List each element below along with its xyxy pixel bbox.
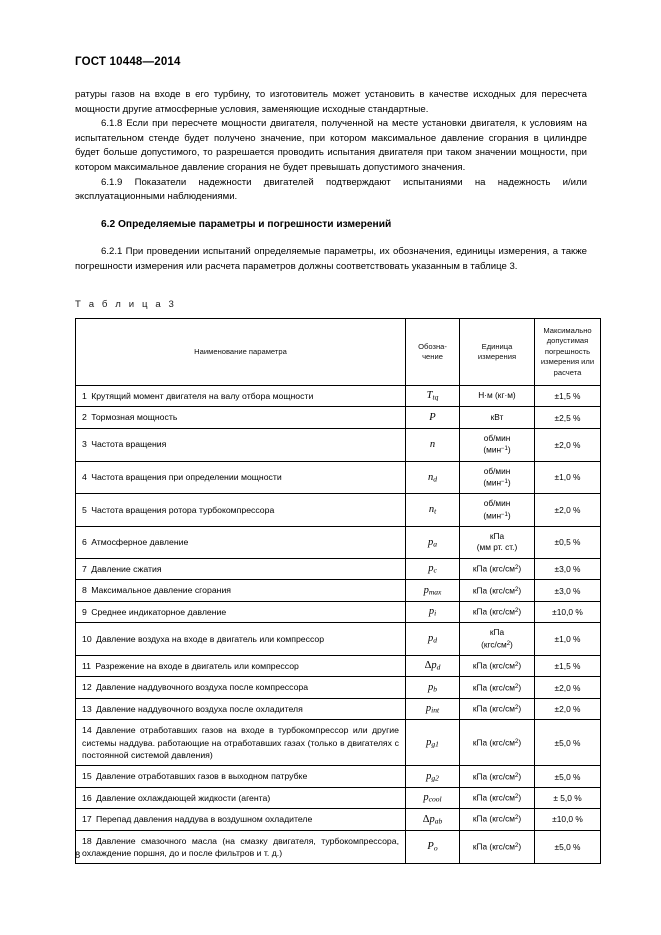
column-header-symbol-line1: Обозна- bbox=[418, 341, 447, 351]
cell-symbol: $P_o$ bbox=[406, 830, 460, 864]
table-row bbox=[76, 830, 601, 864]
cell-unit: кПа $(кгс/см^2)$ bbox=[460, 830, 535, 864]
cell-parameter-name: 14 Давление отработавших газов на входе в турбокомпрессор или другие системы наддува. работающие на отработавших газах (только в двигателях с постоянной системой давления) bbox=[76, 720, 406, 766]
cell-max-error: ±2,0 % bbox=[535, 698, 601, 719]
cell-max-error: ±1,5 % bbox=[535, 655, 601, 676]
cell-unit: об/мин (мин$^{-1}$) bbox=[460, 428, 535, 461]
column-header-symbol bbox=[406, 319, 460, 386]
cell-symbol: $p_{max}$ bbox=[406, 580, 460, 601]
column-header-error-line4: измерения или bbox=[540, 357, 595, 367]
section-heading-6-2: 6.2 Определяемые параметры и погрешности измерений bbox=[101, 218, 392, 230]
cell-parameter-name: 1 Крутящий момент двигателя на валу отбора мощности bbox=[76, 386, 406, 407]
column-header-max-error bbox=[535, 319, 601, 386]
table-row bbox=[76, 559, 601, 580]
paragraph-6-2-1: 6.2.1 При проведении испытаний определяемые параметры, их обозначения, единицы измерения, а также погрешности измерения или расчета параметров должны соответствовать указанным в таблице 3. bbox=[75, 246, 587, 272]
cell-parameter-name: 2 Тормозная мощность bbox=[76, 407, 406, 428]
cell-symbol: $p_b$ bbox=[406, 677, 460, 698]
cell-max-error: ±2,5 % bbox=[535, 407, 601, 428]
paragraph-6-1-9: 6.1.9 Показатели надежности двигателей подтверждают испытаниями на надежность и/или эксплуатационными наблюдениями. bbox=[75, 176, 587, 203]
cell-max-error: ±3,0 % bbox=[535, 580, 601, 601]
cell-symbol: $n_t$ bbox=[406, 494, 460, 527]
cell-max-error: ±1,0 % bbox=[535, 623, 601, 656]
table-body bbox=[76, 386, 601, 864]
table-row bbox=[76, 580, 601, 601]
cell-parameter-name: 4 Частота вращения при определении мощности bbox=[76, 461, 406, 494]
cell-parameter-name: 9 Среднее индикаторное давление bbox=[76, 601, 406, 622]
cell-unit: кПа $(кгс/см^2)$ bbox=[460, 623, 535, 656]
cell-symbol: $T_{tq}$ bbox=[406, 386, 460, 407]
column-header-unit-line2: измерения bbox=[477, 352, 517, 361]
column-header-unit-line1: Единица bbox=[481, 341, 513, 351]
parameters-table bbox=[75, 318, 601, 864]
cell-unit: кПа $(кгс/см^2)$ bbox=[460, 698, 535, 719]
column-header-error-line5: расчета bbox=[553, 367, 582, 377]
cell-symbol: $p_{cool}$ bbox=[406, 787, 460, 808]
cell-symbol: $p_c$ bbox=[406, 559, 460, 580]
cell-max-error: ±2,0 % bbox=[535, 494, 601, 527]
cell-symbol: $p_d$ bbox=[406, 623, 460, 656]
table-row bbox=[76, 720, 601, 766]
cell-unit: кВт bbox=[460, 407, 535, 428]
cell-parameter-name: 18 Давление смазочного масла (на смазку двигателя, турбокомпрессора, охлаждение поршня, до и после фильтров и т. д.) bbox=[76, 830, 406, 864]
table-header-row bbox=[76, 319, 601, 386]
cell-unit: кПа $(кгс/см^2)$ bbox=[460, 559, 535, 580]
cell-max-error: ±3,0 % bbox=[535, 559, 601, 580]
table-row bbox=[76, 698, 601, 719]
table-row bbox=[76, 677, 601, 698]
column-header-error-line3: погрешность bbox=[544, 346, 591, 356]
cell-max-error: ±5,0 % bbox=[535, 830, 601, 864]
cell-unit: кПа $(кгс/см^2)$ bbox=[460, 580, 535, 601]
column-header-unit bbox=[460, 319, 535, 386]
cell-parameter-name: 11 Разрежение на входе в двигатель или компрессор bbox=[76, 655, 406, 676]
cell-max-error: ±2,0 % bbox=[535, 677, 601, 698]
cell-unit: об/мин (мин$^{-1}$) bbox=[460, 461, 535, 494]
cell-symbol: $p_{g1}$ bbox=[406, 720, 460, 766]
table-row bbox=[76, 766, 601, 787]
cell-parameter-name: 3 Частота вращения bbox=[76, 428, 406, 461]
cell-parameter-name: 8 Максимальное давление сгорания bbox=[76, 580, 406, 601]
table-row bbox=[76, 386, 601, 407]
table-row bbox=[76, 601, 601, 622]
cell-symbol: $p_i$ bbox=[406, 601, 460, 622]
table-row bbox=[76, 461, 601, 494]
table-row bbox=[76, 623, 601, 656]
column-header-error-line2: допустимая bbox=[546, 336, 589, 346]
cell-symbol: $n_d$ bbox=[406, 461, 460, 494]
cell-parameter-name: 15 Давление отработавших газов в выходном патрубке bbox=[76, 766, 406, 787]
cell-max-error: ±2,0 % bbox=[535, 428, 601, 461]
cell-parameter-name: 17 Перепад давления наддува в воздушном охладителе bbox=[76, 809, 406, 830]
cell-parameter-name: 6 Атмосферное давление bbox=[76, 526, 406, 558]
cell-symbol: $p_{g2}$ bbox=[406, 766, 460, 787]
cell-unit: кПа $(кгс/см^2)$ bbox=[460, 655, 535, 676]
cell-parameter-name: 5 Частота вращения ротора турбокомпрессора bbox=[76, 494, 406, 527]
column-header-error-line1: Максимально bbox=[543, 325, 592, 335]
cell-parameter-name: 10 Давление воздуха на входе в двигатель или компрессор bbox=[76, 623, 406, 656]
cell-symbol: P bbox=[406, 407, 460, 428]
cell-max-error: ±5,0 % bbox=[535, 720, 601, 766]
cell-unit: кПа (мм рт. ст.) bbox=[460, 526, 535, 558]
cell-max-error: ±5,0 % bbox=[535, 766, 601, 787]
table-row bbox=[76, 407, 601, 428]
cell-unit: кПа $(кгс/см^2)$ bbox=[460, 601, 535, 622]
table-row bbox=[76, 655, 601, 676]
cell-unit: кПа $(кгс/см^2)$ bbox=[460, 720, 535, 766]
table-row bbox=[76, 494, 601, 527]
table-caption: Т а б л и ц а 3 bbox=[75, 299, 177, 310]
body-text-block bbox=[75, 88, 587, 275]
table-row bbox=[76, 428, 601, 461]
page-header-standard-number: ГОСТ 10448—2014 bbox=[75, 56, 181, 68]
table-row bbox=[76, 526, 601, 558]
cell-max-error: ± 5,0 % bbox=[535, 787, 601, 808]
table-row bbox=[76, 787, 601, 808]
page-number: 8 bbox=[75, 849, 81, 860]
cell-symbol: $\Delta p_{ab}$ bbox=[406, 809, 460, 830]
paragraph-continuation: ратуры газов на входе в его турбину, то изготовитель может установить в качестве исходных для пересчета мощности другие атмосферные условия, заменяющие исходные стандартные. bbox=[75, 89, 587, 115]
paragraph-6-1-8: 6.1.8 Если при пересчете мощности двигателя, полученной на месте установки двигателя, к условиям на испытательном стенде будет получено значение, при котором максимальное давление сгорания в цилиндре будет больше допустимого, то разрешается проводить испытания двигателя при таком значении мощности, при котором максимальное давление сгорания не будет превышать допустимого значения. bbox=[75, 118, 587, 173]
table-row bbox=[76, 809, 601, 830]
column-header-parameter-name: Наименование параметра bbox=[76, 319, 406, 386]
cell-max-error: ±10,0 % bbox=[535, 809, 601, 830]
cell-max-error: ±1,0 % bbox=[535, 461, 601, 494]
cell-unit: кПа $(кгс/см^2)$ bbox=[460, 766, 535, 787]
column-header-symbol-line2: чение bbox=[422, 352, 443, 361]
cell-unit: Н·м (кг·м) bbox=[460, 386, 535, 407]
cell-parameter-name: 12 Давление наддувочного воздуха после компрессора bbox=[76, 677, 406, 698]
cell-symbol: n bbox=[406, 428, 460, 461]
cell-unit: кПа $(кгс/см^2)$ bbox=[460, 787, 535, 808]
cell-max-error: ±10,0 % bbox=[535, 601, 601, 622]
cell-unit: кПа $(кгс/см^2)$ bbox=[460, 809, 535, 830]
cell-symbol: $p_{int}$ bbox=[406, 698, 460, 719]
cell-symbol: $\Delta p_d$ bbox=[406, 655, 460, 676]
cell-parameter-name: 7 Давление сжатия bbox=[76, 559, 406, 580]
cell-unit: кПа $(кгс/см^2)$ bbox=[460, 677, 535, 698]
cell-symbol: $p_a$ bbox=[406, 526, 460, 558]
cell-max-error: ±1,5 % bbox=[535, 386, 601, 407]
cell-unit: об/мин (мин$^{-1}$) bbox=[460, 494, 535, 527]
cell-max-error: ±0,5 % bbox=[535, 526, 601, 558]
cell-parameter-name: 13 Давление наддувочного воздуха после охладителя bbox=[76, 698, 406, 719]
cell-parameter-name: 16 Давление охлаждающей жидкости (агента) bbox=[76, 787, 406, 808]
